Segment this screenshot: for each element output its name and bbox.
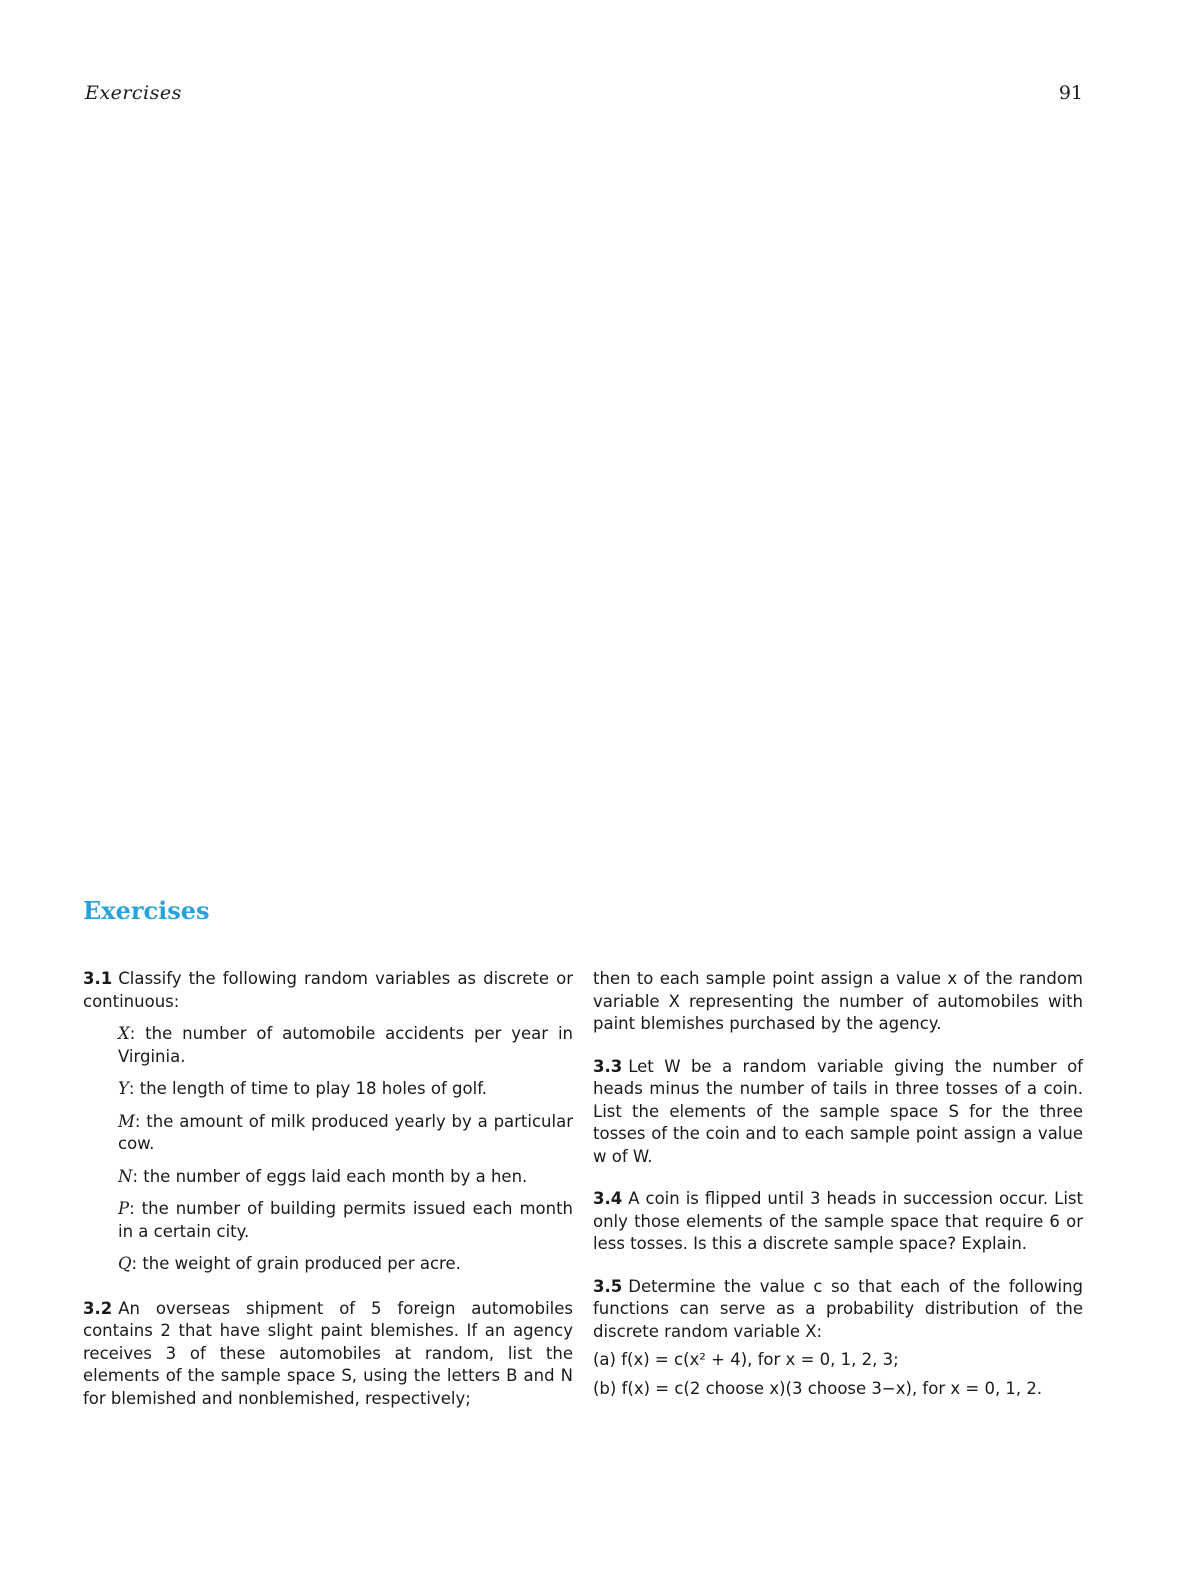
exercise-number: 3.4 [593,1189,623,1208]
list-item [118,1198,573,1243]
exercise-3-4 [593,1188,1083,1256]
variable-text: : the weight of grain produced per acre. [131,1254,461,1273]
exercise-text: then to each sample point assign a value x of the random variable X representing the number of automobiles with paint blemishes purchased by the agency. [593,969,1083,1033]
variable-symbol: P [118,1199,130,1218]
exercise-text: Let W be a random variable giving the number of heads minus the number of tails in three tosses of a coin. List the elements of the sample space S for the three tosses of the coin and to each sample point assign a value w of W. [593,1056,1083,1166]
list-item [118,1166,573,1189]
part-a: (a) f(x) = c(x² + 4), for x = 0, 1, 2, 3; [593,1350,899,1369]
variable-symbol: N [118,1166,133,1186]
exercise-number: 3.2 [83,1298,113,1318]
exercise-text: A coin is flipped until 3 heads in succession occur. List only those elements of the sample space that require 6 or less tosses. Is this a discrete sample space? Explain. [593,1189,1083,1253]
right-column [593,968,1083,1420]
exercise-number: 3.5 [593,1276,623,1296]
exercise-text: Classify the following random variables as discrete or continuous: [83,969,573,1011]
exercise-3-2 [83,1298,573,1411]
list-item [118,1253,573,1276]
variable-text: : the amount of milk produced yearly by a particular cow. [118,1111,573,1153]
exercise-number: 3.3 [593,1056,623,1076]
variable-text: : the number of building permits issued each month in a certain city. [118,1199,573,1241]
exercise-3-2-continued [593,968,1083,1036]
variable-symbol: X [118,1024,130,1043]
section-title: Exercises [83,896,210,925]
list-item [118,1023,573,1068]
variable-text: : the number of eggs laid each month by a hen. [132,1166,528,1186]
list-item [118,1078,573,1101]
exercise-number: 3.1 [83,969,113,988]
left-column [83,968,573,1430]
exercise-3-5 [593,1276,1083,1401]
exercise-text: An overseas shipment of 5 foreign automobiles contains 2 that have slight paint blemishes. If an agency receives 3 of these automobiles at random, list the elements of the sample space S, using the letters B and N for blemished and nonblemished, respectively; [83,1298,573,1408]
part-b: (b) f(x) = c(2 choose x)(3 choose 3−x), for x = 0, 1, 2. [593,1378,1043,1398]
page-number: 91 [1058,82,1083,104]
running-head: Exercises [85,82,182,104]
exercise-3-3 [593,1056,1083,1169]
variable-text: : the number of automobile accidents per year in Virginia. [118,1024,573,1066]
variable-symbol: Q [118,1254,132,1273]
exercise-text: Determine the value c so that each of the following functions can serve as a probability distribution of the discrete random variable X: [593,1276,1083,1341]
variable-text: : the length of time to play 18 holes of golf. [128,1079,488,1098]
variable-symbol: Y [118,1079,129,1098]
exercise-3-1 [83,968,573,1276]
variable-symbol: M [118,1111,135,1131]
variable-list [118,1023,573,1276]
list-item [118,1111,573,1156]
